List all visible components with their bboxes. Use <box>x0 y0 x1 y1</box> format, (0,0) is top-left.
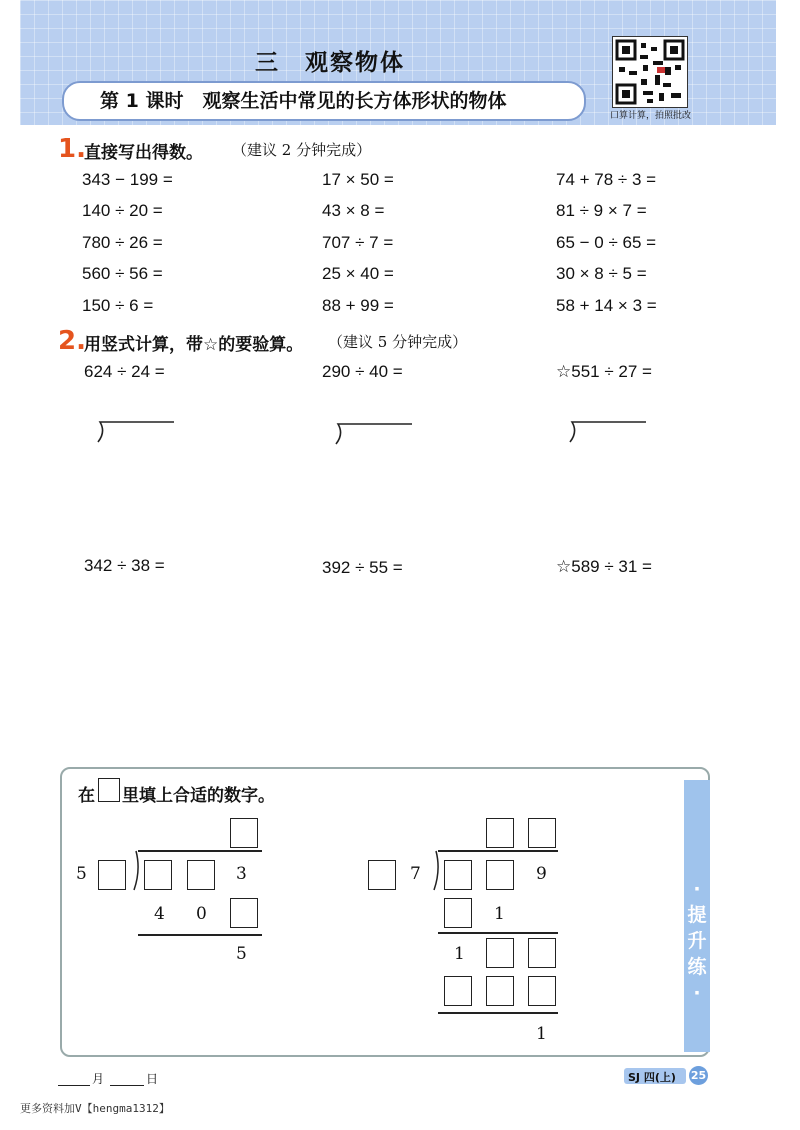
fill-box[interactable] <box>528 818 556 848</box>
product-digit: 0 <box>196 904 207 924</box>
bonus-tab-label: ·提升练· <box>687 878 707 1004</box>
lesson-title: 第 1 课时 观察生活中常见的长方体形状的物体 <box>100 90 507 112</box>
q1-expr: 30 × 8 ÷ 5 = <box>556 264 647 283</box>
q1-expr: 65 − 0 ÷ 65 = <box>556 233 657 252</box>
fill-box[interactable] <box>230 818 258 848</box>
dividend-digit: 3 <box>236 864 247 884</box>
remainder-digit: 1 <box>536 1024 547 1044</box>
divisor-digit: 7 <box>410 864 421 884</box>
q1-note: （建议 2 分钟完成） <box>232 141 372 159</box>
q1-expr: 81 ÷ 9 × 7 = <box>556 201 647 220</box>
fill-box[interactable] <box>144 860 172 890</box>
q1-expr: 560 ÷ 56 = <box>82 264 163 283</box>
q2-note: （建议 5 分钟完成） <box>328 333 468 351</box>
bonus-text-after: 里填上合适的数字。 <box>122 786 275 806</box>
q1-expr: 140 ÷ 20 = <box>82 201 163 220</box>
q2-expr: 290 ÷ 40 = <box>322 362 403 381</box>
month-blank[interactable] <box>58 1084 90 1086</box>
q1-expr: 88 + 99 = <box>322 296 394 315</box>
qr-caption: 口算计算，拍照批改 <box>610 111 692 121</box>
product-digit: 1 <box>494 904 505 924</box>
fill-box[interactable] <box>444 898 472 928</box>
q2-text: 用竖式计算，带☆的要验算。 <box>84 335 304 355</box>
fill-box[interactable] <box>444 860 472 890</box>
fill-box[interactable] <box>528 938 556 968</box>
division-line <box>438 850 558 852</box>
page-number: 25 <box>689 1066 708 1085</box>
q1-expr: 74 + 78 ÷ 3 = <box>556 170 657 189</box>
dividend-digit: 9 <box>536 864 547 884</box>
long-division-bracket <box>568 418 648 446</box>
fill-box[interactable] <box>187 860 215 890</box>
subtraction-line <box>438 1012 558 1014</box>
example-box <box>98 778 120 802</box>
fill-box[interactable] <box>230 898 258 928</box>
q1-text: 直接写出得数。 <box>84 143 203 163</box>
fill-box[interactable] <box>486 976 514 1006</box>
q2-expr: 624 ÷ 24 = <box>84 362 165 381</box>
q1-expr: 58 + 14 × 3 = <box>556 296 657 315</box>
q1-number: 1. <box>58 134 86 164</box>
q1-expr: 17 × 50 = <box>322 170 394 189</box>
date-month-label: 月 <box>92 1072 105 1086</box>
qr-code-icon[interactable] <box>612 36 688 108</box>
q1-expr: 25 × 40 = <box>322 264 394 283</box>
fill-box[interactable] <box>368 860 396 890</box>
q2-expr: 342 ÷ 38 = <box>84 556 165 575</box>
division-bracket <box>132 850 142 892</box>
fill-box[interactable] <box>528 976 556 1006</box>
division-bracket <box>432 850 442 892</box>
subtraction-line <box>138 934 262 936</box>
fill-box[interactable] <box>486 818 514 848</box>
subtraction-line <box>438 932 558 934</box>
q1-expr: 343 − 199 = <box>82 170 173 189</box>
book-label: SJ 四(上) <box>628 1071 676 1084</box>
date-day-label: 日 <box>146 1072 159 1086</box>
fill-box[interactable] <box>98 860 126 890</box>
q1-expr: 707 ÷ 7 = <box>322 233 394 252</box>
division-line <box>138 850 262 852</box>
watermark-text: 更多资料加V【hengma1312】 <box>20 1102 170 1115</box>
partial-digit: 1 <box>454 944 465 964</box>
product-digit: 4 <box>154 904 165 924</box>
bonus-text-before: 在 <box>78 786 95 806</box>
q1-expr: 43 × 8 = <box>322 201 385 220</box>
day-blank[interactable] <box>110 1084 144 1086</box>
fill-box[interactable] <box>444 976 472 1006</box>
remainder-digit: 5 <box>236 944 247 964</box>
q1-expr: 780 ÷ 26 = <box>82 233 163 252</box>
q2-expr: ☆551 ÷ 27 = <box>556 362 652 381</box>
q2-number: 2. <box>58 326 86 356</box>
divisor-digit: 5 <box>76 864 87 884</box>
long-division-bracket <box>96 418 176 446</box>
q2-expr: ☆589 ÷ 31 = <box>556 557 652 576</box>
long-division-bracket <box>334 420 414 448</box>
unit-title: 三 观察物体 <box>255 50 405 76</box>
fill-box[interactable] <box>486 938 514 968</box>
q1-expr: 150 ÷ 6 = <box>82 296 154 315</box>
q2-expr: 392 ÷ 55 = <box>322 558 403 577</box>
fill-box[interactable] <box>486 860 514 890</box>
